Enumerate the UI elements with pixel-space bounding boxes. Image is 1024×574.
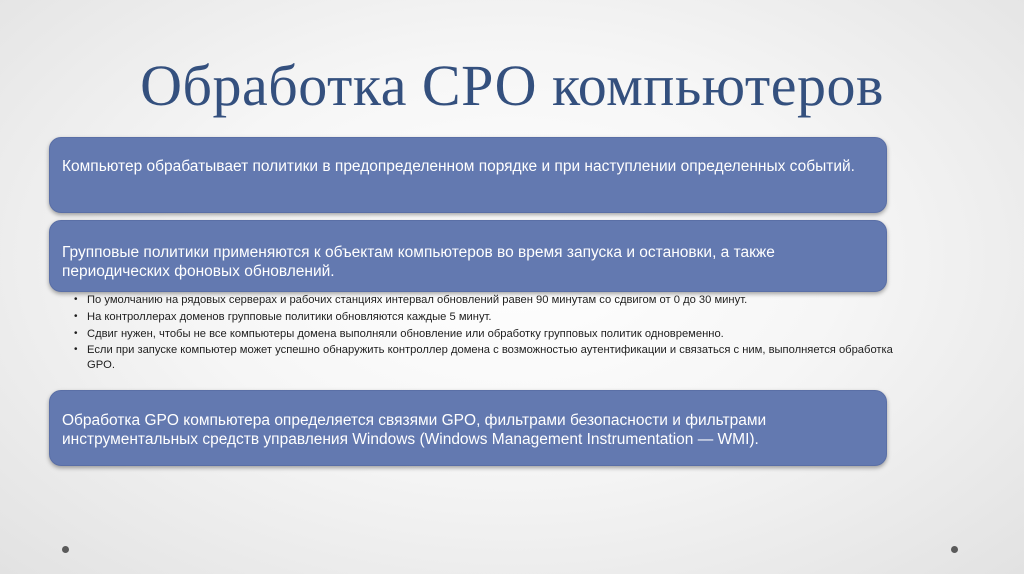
- bullet-text: Если при запуске компьютер может успешно обнаружить контроллер домена с возможностью аутентификации и связаться с ним, выполняется обработка GPO.: [87, 344, 893, 371]
- nav-dot-right-icon: [951, 546, 958, 553]
- bullet-item: [74, 310, 894, 324]
- bullet-item: [74, 343, 894, 371]
- bullet-dot: •: [74, 327, 78, 339]
- bullet-dot: •: [74, 310, 78, 322]
- bullet-text: Сдвиг нужен, чтобы не все компьютеры домена выполняли обновление или обработку групповых политик одновременно.: [87, 327, 724, 340]
- content-box-3: Обработка GPO компьютера определяется связями GPO, фильтрами безопасности и фильтрами инструментальных средств управления Windows (Windows Management Instrumentation — WMI).: [49, 390, 887, 466]
- bullet-item: [74, 327, 894, 341]
- content-box-1: Компьютер обрабатывает политики в предопределенном порядке и при наступлении определенных событий.: [49, 137, 887, 213]
- slide-title: Обработка СРО компьютеров: [140, 53, 884, 118]
- bullet-dot: •: [74, 344, 78, 356]
- bullet-list: [74, 293, 894, 374]
- bullet-text: По умолчанию на рядовых серверах и рабочих станциях интервал обновлений равен 90 минутам со сдвигом от 0 до 30 минут.: [87, 294, 748, 306]
- content-box-2: Групповые политики применяются к объектам компьютеров во время запуска и остановки, а также периодических фоновых обновлений.: [49, 220, 887, 292]
- bullet-text: На контроллерах доменов групповые политики обновляются каждые 5 минут.: [87, 310, 492, 323]
- bullet-dot: •: [74, 294, 78, 305]
- nav-dot-left-icon: [62, 546, 69, 553]
- bullet-item: [74, 293, 894, 307]
